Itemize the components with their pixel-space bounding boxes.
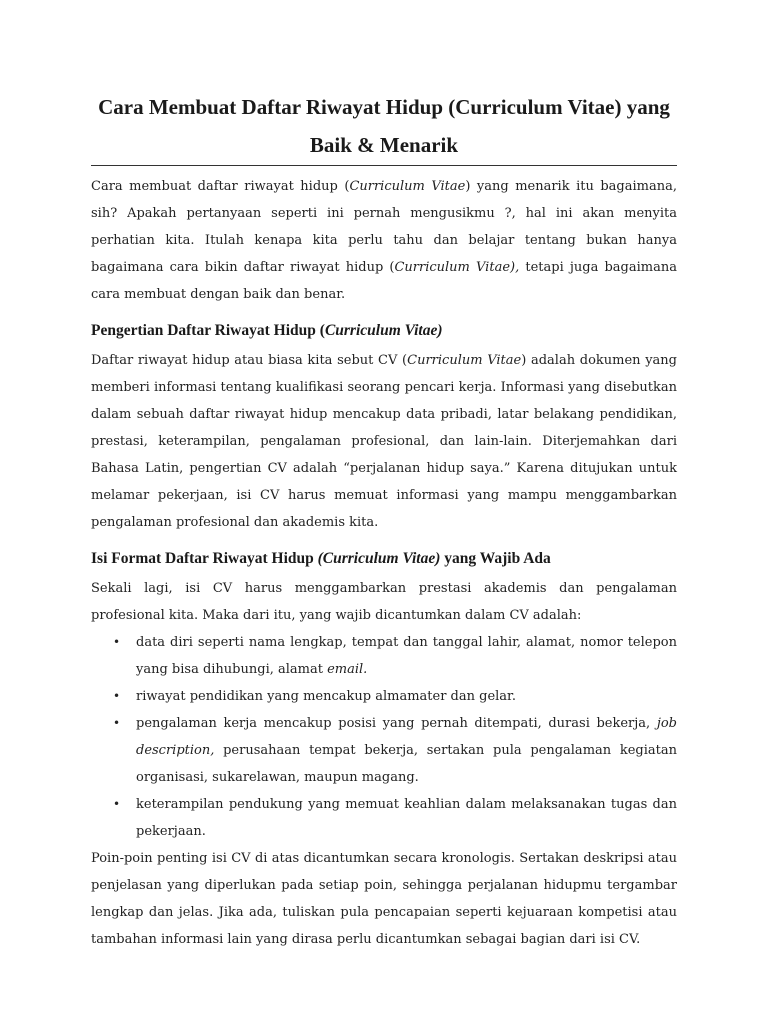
list-item [113, 791, 677, 845]
bullet1-text: data diri seperti nama lengkap, tempat dan tanggal lahir, alamat, nomor telepon yang bisa dihubungi, alamat [136, 635, 677, 677]
pengertian-paragraph [91, 347, 677, 536]
title-line-2: Baik & Menarik [309, 133, 459, 157]
list-item [113, 683, 677, 710]
bullet-icon: • [113, 635, 121, 649]
bullet-icon: • [113, 716, 121, 730]
section1-heading-italic: Curriculum Vitae) [324, 322, 443, 339]
bullet1-italic: email. [327, 662, 368, 677]
section1-italic-1: Curriculum Vitae [407, 353, 522, 368]
document-title [91, 88, 677, 164]
intro-text-2: ) yang menarik itu bagaimana, sih? Apakah pertanyaan seperti ini pernah mengusikmu ?, hal ini akan menyita perhatian kita. Itulah kenapa kita perlu tahu dan belajar tentang bukan hanya bagaimana cara bikin daftar riwayat hidup ( [91, 179, 677, 275]
intro-text-3: tetapi juga bagaimana cara membuat dengan baik dan benar. [91, 260, 677, 302]
title-line-1: Cara Membuat Daftar Riwayat Hidup (Curriculum Vitae) yang [98, 95, 670, 119]
bullet-icon: • [113, 689, 121, 703]
intro-paragraph [91, 173, 677, 308]
closing-paragraph: Poin-poin penting isi CV di atas dicantumkan secara kronologis. Sertakan deskripsi atau penjelasan yang diperlukan pada setiap poin, sehingga perjalanan hidupmu tergambar lengkap dan jelas. Jika ada, tuliskan pula pencapaian seperti kejuaraan kompetisi atau tambahan informasi lain yang dirasa perlu dicantumkan sebagai bagian dari isi CV. [91, 851, 677, 947]
isi-format-intro: Sekali lagi, isi CV harus menggambarkan prestasi akademis dan pengalaman profesional kita. Maka dari itu, yang wajib dicantumkan dalam CV adalah: [91, 581, 677, 623]
list-item [113, 710, 677, 791]
bullet-icon: • [113, 797, 121, 811]
section2-heading-italic: (Curriculum Vitae) [317, 550, 441, 567]
bullet3-italic: job description, [136, 716, 677, 758]
intro-italic-2: Curriculum Vitae), [394, 260, 520, 275]
title-underline [91, 165, 677, 166]
intro-italic-1: Curriculum Vitae [349, 179, 466, 194]
bullet2-text: riwayat pendidikan yang mencakup almamater dan gelar. [136, 689, 516, 704]
section1-text-2: ) adalah dokumen yang memberi informasi tentang kualifikasi seorang pencari kerja. Informasi yang disebutkan dalam sebuah daftar riwayat hidup mencakup data pribadi, latar belakang pendidikan, prestasi, keterampilan, pengalaman profesional, dan lain-lain. Diterjemahkan dari Bahasa Latin, pengertian CV adalah “perjalanan hidup saya.” Karena ditujukan untuk melamar pekerjaan, isi CV harus memuat informasi yang mampu menggambarkan pengalaman profesional dan akademis kita. [91, 353, 677, 530]
section-heading-pengertian [91, 318, 677, 344]
section1-heading-text: Pengertian Daftar Riwayat Hidup ( [91, 322, 325, 339]
section1-text-1: Daftar riwayat hidup atau biasa kita sebut CV ( [91, 353, 408, 368]
bullet3-text: pengalaman kerja mencakup posisi yang pernah ditempati, durasi bekerja, [136, 716, 657, 731]
bullet4-text: keterampilan pendukung yang memuat keahlian dalam melaksanakan tugas dan pekerjaan. [136, 797, 677, 839]
cv-contents-list [91, 629, 677, 845]
intro-text-1: Cara membuat daftar riwayat hidup ( [91, 179, 350, 194]
section2-heading-tail: yang Wajib Ada [440, 550, 551, 567]
bullet3-tail: perusahaan tempat bekerja, sertakan pula pengalaman kegiatan organisasi, sukarelawan, maupun magang. [136, 743, 677, 785]
section-heading-isi-format [91, 546, 677, 572]
section2-heading-text: Isi Format Daftar Riwayat Hidup [91, 550, 318, 567]
list-item [113, 629, 677, 683]
